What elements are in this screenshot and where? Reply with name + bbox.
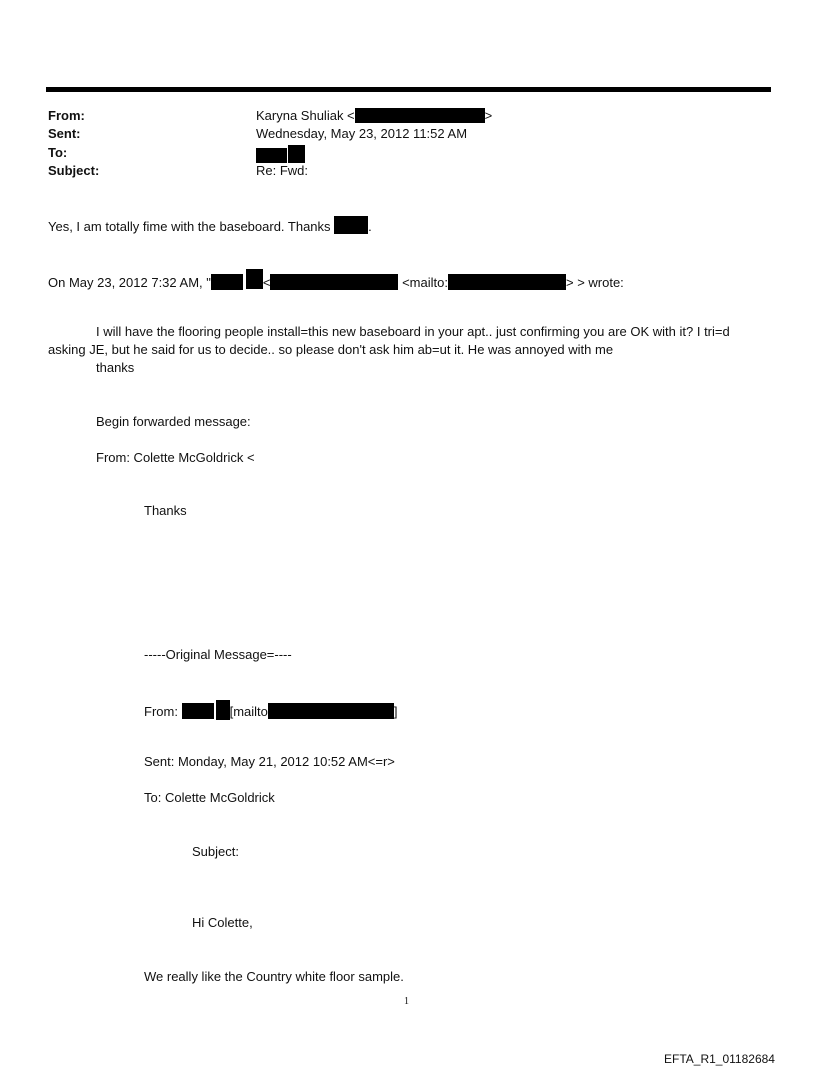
paragraph-line-1: I will have the flooring people install=this new baseboard in your apt.. just confirming you are OK with it? I tri=d [96,324,730,339]
forwarded-from: From: Colette McGoldrick < [96,450,255,465]
original-mailto: [mailto [229,704,268,719]
paragraph-line-2: asking JE, but he said for us to decide.. so please don't ask him ab=ut it. He was annoyed with me [48,342,614,357]
original-sent: Sent: Monday, May 21, 2012 10:52 AM<=r> [144,754,395,769]
document-id: EFTA_R1_01182684 [664,1052,775,1066]
to-label: To: [48,145,68,160]
from-close: > [484,108,493,123]
redaction-block [334,216,368,234]
header-divider [46,87,771,92]
thanks-line: Thanks [144,503,187,518]
original-from-label: From: [144,704,178,719]
redaction-block [256,148,287,163]
page-number: 1 [404,996,409,1007]
redaction-block [211,274,243,290]
redaction-block [270,274,398,290]
forwarded-heading: Begin forwarded message: [96,414,251,429]
original-bracket: ] [393,704,398,719]
from-value [256,108,492,123]
quote-intro-lt: < [262,275,271,290]
reply-text: Yes, I am totally fime with the baseboard. Thanks [48,219,331,234]
from-label: From: [48,108,85,123]
redaction-block [268,703,394,719]
sent-label: Sent: [48,126,81,141]
quote-intro-mailto: <mailto: [402,275,448,290]
quote-intro-start: On May 23, 2012 7:32 AM, " [48,275,211,290]
original-subject: Subject: [192,844,239,859]
reply-line [48,216,372,236]
sent-value: Wednesday, May 23, 2012 11:52 AM [256,126,468,141]
redaction-block [182,703,214,719]
original-message-divider: -----Original Message=---- [144,647,292,662]
subject-value: Re: Fwd: [256,163,309,178]
original-from [144,700,398,721]
original-to: To: Colette McGoldrick [144,790,275,805]
redaction-block [355,108,485,123]
redaction-block [448,274,566,290]
greeting: Hi Colette, [192,915,253,930]
from-name: Karyna Shuliak < [256,108,355,123]
subject-label: Subject: [48,163,100,178]
reply-end: . [368,219,372,234]
quote-intro [48,269,624,292]
redaction-block [216,700,230,720]
redaction-block [288,145,305,163]
paragraph-line-3: thanks [96,360,135,375]
quote-intro-end: > > wrote: [565,275,624,290]
to-value [256,145,305,163]
closing-line: We really like the Country white floor sample. [144,969,404,984]
redaction-block [246,269,263,289]
